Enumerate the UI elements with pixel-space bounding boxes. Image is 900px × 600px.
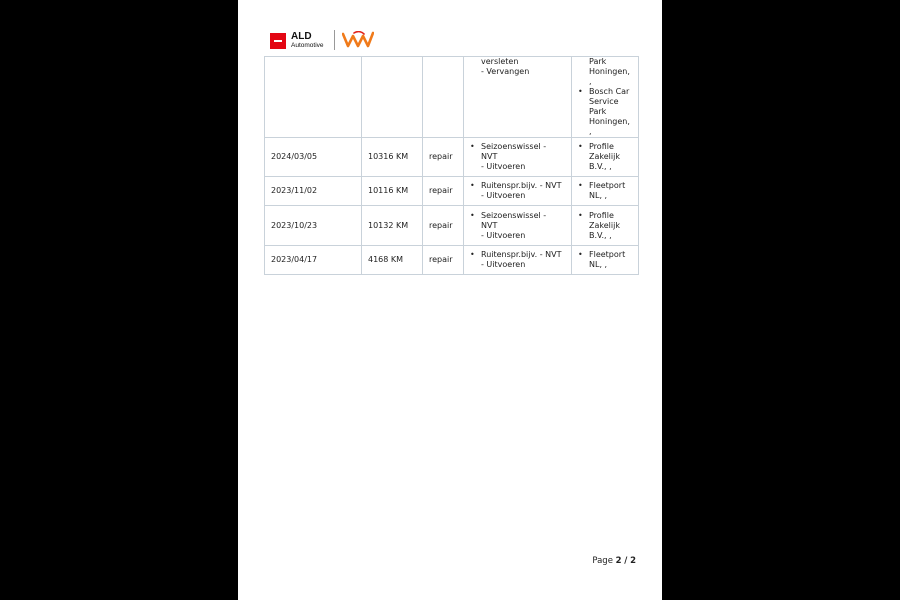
page-number <box>592 556 636 566</box>
dealer-cell <box>572 177 639 206</box>
km-cell: 4168 KM <box>362 246 423 275</box>
work-line: versleten <box>481 57 519 66</box>
date-cell: 2023/10/23 <box>265 206 362 246</box>
dealer-cell <box>572 206 639 246</box>
maintenance-history-table <box>264 56 639 275</box>
dealer-item: • Profile <box>578 142 632 152</box>
table-row <box>265 206 639 246</box>
km-cell <box>362 57 423 138</box>
dealer-item: • Fleetport <box>578 250 632 260</box>
date-cell: 2023/11/02 <box>265 177 362 206</box>
logo-divider <box>334 30 335 50</box>
km-cell: 10132 KM <box>362 206 423 246</box>
dealer-cell <box>572 138 639 177</box>
page-label: Page <box>592 556 613 566</box>
ald-logo-name: ALD <box>291 31 312 42</box>
work-item: • Ruitenspr.bijv. - NVT <box>470 250 565 260</box>
work-cell <box>464 138 572 177</box>
partner-logo-icon <box>342 31 374 53</box>
work-cell <box>464 177 572 206</box>
table-row <box>265 138 639 177</box>
date-cell <box>265 57 362 138</box>
km-cell: 10116 KM <box>362 177 423 206</box>
ald-logo-subtitle: Automotive <box>291 42 324 49</box>
work-line: - Uitvoeren <box>481 191 526 200</box>
dealer-line: NL, , <box>589 260 608 269</box>
work-cell <box>464 246 572 275</box>
dealer-item: • Fleetport <box>578 181 632 191</box>
work-line: NVT <box>481 220 498 230</box>
work-line: - Uitvoeren <box>481 260 526 269</box>
page-current: 2 <box>615 556 622 566</box>
dealer-line: Zakelijk B.V., , <box>589 152 620 171</box>
dealer-item: • Bosch Car Service Park Honingen, , <box>578 87 632 137</box>
work-cell <box>464 57 572 138</box>
type-cell: repair <box>423 206 464 246</box>
page-total: 2 <box>630 556 636 566</box>
dealer-line: Zakelijk B.V., , <box>589 220 620 240</box>
table-row <box>265 57 639 138</box>
work-item: • Seizoenswissel - <box>470 142 565 152</box>
work-cell <box>464 206 572 246</box>
km-cell: 10316 KM <box>362 138 423 177</box>
dealer-cell <box>572 246 639 275</box>
type-cell: repair <box>423 138 464 177</box>
ald-logo-mark <box>270 33 286 49</box>
work-line: - Uitvoeren <box>481 230 526 240</box>
ald-automotive-logo <box>270 32 324 50</box>
dealer-item: Park Honingen, , <box>589 57 630 86</box>
document-page <box>238 0 662 600</box>
work-item: • Seizoenswissel - <box>470 211 565 221</box>
work-line: - Vervangen <box>481 67 530 76</box>
dealer-line: NL, , <box>589 191 608 200</box>
table-row <box>265 246 639 275</box>
dealer-cell <box>572 57 639 138</box>
dealer-item: • Profile <box>578 211 632 221</box>
type-cell: repair <box>423 177 464 206</box>
date-cell: 2023/04/17 <box>265 246 362 275</box>
work-line: NVT <box>481 152 498 161</box>
table-row <box>265 177 639 206</box>
work-item: • Ruitenspr.bijv. - NVT <box>470 181 565 191</box>
type-cell <box>423 57 464 138</box>
work-line: - Uitvoeren <box>481 162 526 171</box>
page-separator: / <box>624 556 628 566</box>
type-cell: repair <box>423 246 464 275</box>
date-cell: 2024/03/05 <box>265 138 362 177</box>
